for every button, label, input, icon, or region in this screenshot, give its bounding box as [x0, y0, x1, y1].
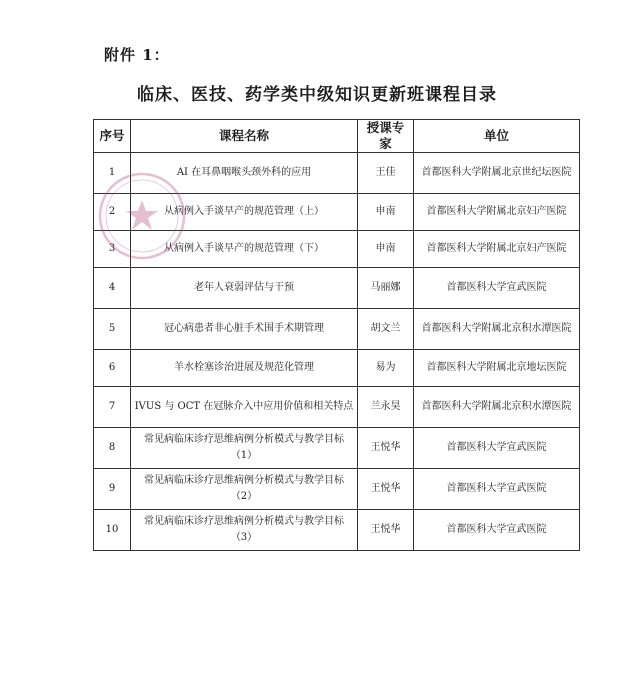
- seal-star-icon: [126, 200, 158, 230]
- cell-unit: 首都医科大学附属北京世纪坛医院: [414, 153, 580, 194]
- cell-unit: 首都医科大学宣武医院: [414, 510, 580, 551]
- cell-unit: 首都医科大学附属北京积水潭医院: [414, 387, 580, 428]
- cell-course: 老年人衰弱评估与干预: [131, 268, 358, 309]
- cell-course: AI 在耳鼻咽喉头颈外科的应用: [131, 153, 358, 194]
- table-row: [94, 510, 580, 551]
- cell-expert: 王悦华: [358, 428, 414, 469]
- cell-expert: 兰永昊: [358, 387, 414, 428]
- header-unit: 单位: [414, 120, 580, 153]
- cell-no: 3: [94, 231, 131, 268]
- cell-expert: 马丽娜: [358, 268, 414, 309]
- cell-expert: 申南: [358, 231, 414, 268]
- cell-unit: 首都医科大学附属北京积水潭医院: [414, 309, 580, 350]
- cell-no: 4: [94, 268, 131, 309]
- table-row: [94, 350, 580, 387]
- cell-no: 7: [94, 387, 131, 428]
- cell-course: 常见病临床诊疗思维病例分析模式与教学目标（1）: [131, 428, 358, 469]
- table-header-row: [94, 120, 580, 153]
- header-course: 课程名称: [131, 120, 358, 153]
- table-row: [94, 428, 580, 469]
- official-seal-stamp: [96, 170, 188, 262]
- cell-unit: 首都医科大学宣武医院: [414, 428, 580, 469]
- cell-expert: 王佳: [358, 153, 414, 194]
- cell-expert: 王悦华: [358, 469, 414, 510]
- table-row: [94, 387, 580, 428]
- cell-no: 2: [94, 194, 131, 231]
- cell-no: 8: [94, 428, 131, 469]
- table-row: [94, 268, 580, 309]
- cell-course: 从病例入手谈早产的规范管理（下）: [131, 231, 358, 268]
- cell-course: 冠心病患者非心脏手术围手术期管理: [131, 309, 358, 350]
- header-no: 序号: [94, 120, 131, 153]
- cell-no: 6: [94, 350, 131, 387]
- cell-course: 常见病临床诊疗思维病例分析模式与教学目标（2）: [131, 469, 358, 510]
- table-row: [94, 469, 580, 510]
- cell-no: 5: [94, 309, 131, 350]
- header-expert: 授课专家: [358, 120, 414, 153]
- attachment-label: 附件 1：: [104, 46, 170, 64]
- cell-expert: 申南: [358, 194, 414, 231]
- cell-unit: 首都医科大学宣武医院: [414, 268, 580, 309]
- cell-course: IVUS 与 OCT 在冠脉介入中应用价值和相关特点: [131, 387, 358, 428]
- cell-no: 10: [94, 510, 131, 551]
- cell-no: 1: [94, 153, 131, 194]
- cell-unit: 首都医科大学附属北京地坛医院: [414, 350, 580, 387]
- cell-course: 从病例入手谈早产的规范管理（上）: [131, 194, 358, 231]
- cell-course: 羊水栓塞诊治进展及规范化管理: [131, 350, 358, 387]
- cell-unit: 首都医科大学宣武医院: [414, 469, 580, 510]
- cell-course: 常见病临床诊疗思维病例分析模式与教学目标（3）: [131, 510, 358, 551]
- table-row: [94, 309, 580, 350]
- cell-expert: 王悦华: [358, 510, 414, 551]
- cell-unit: 首都医科大学附属北京妇产医院: [414, 194, 580, 231]
- cell-expert: 胡文兰: [358, 309, 414, 350]
- document-title: 临床、医技、药学类中级知识更新班课程目录: [137, 85, 497, 105]
- cell-no: 9: [94, 469, 131, 510]
- cell-expert: 易为: [358, 350, 414, 387]
- cell-unit: 首都医科大学附属北京妇产医院: [414, 231, 580, 268]
